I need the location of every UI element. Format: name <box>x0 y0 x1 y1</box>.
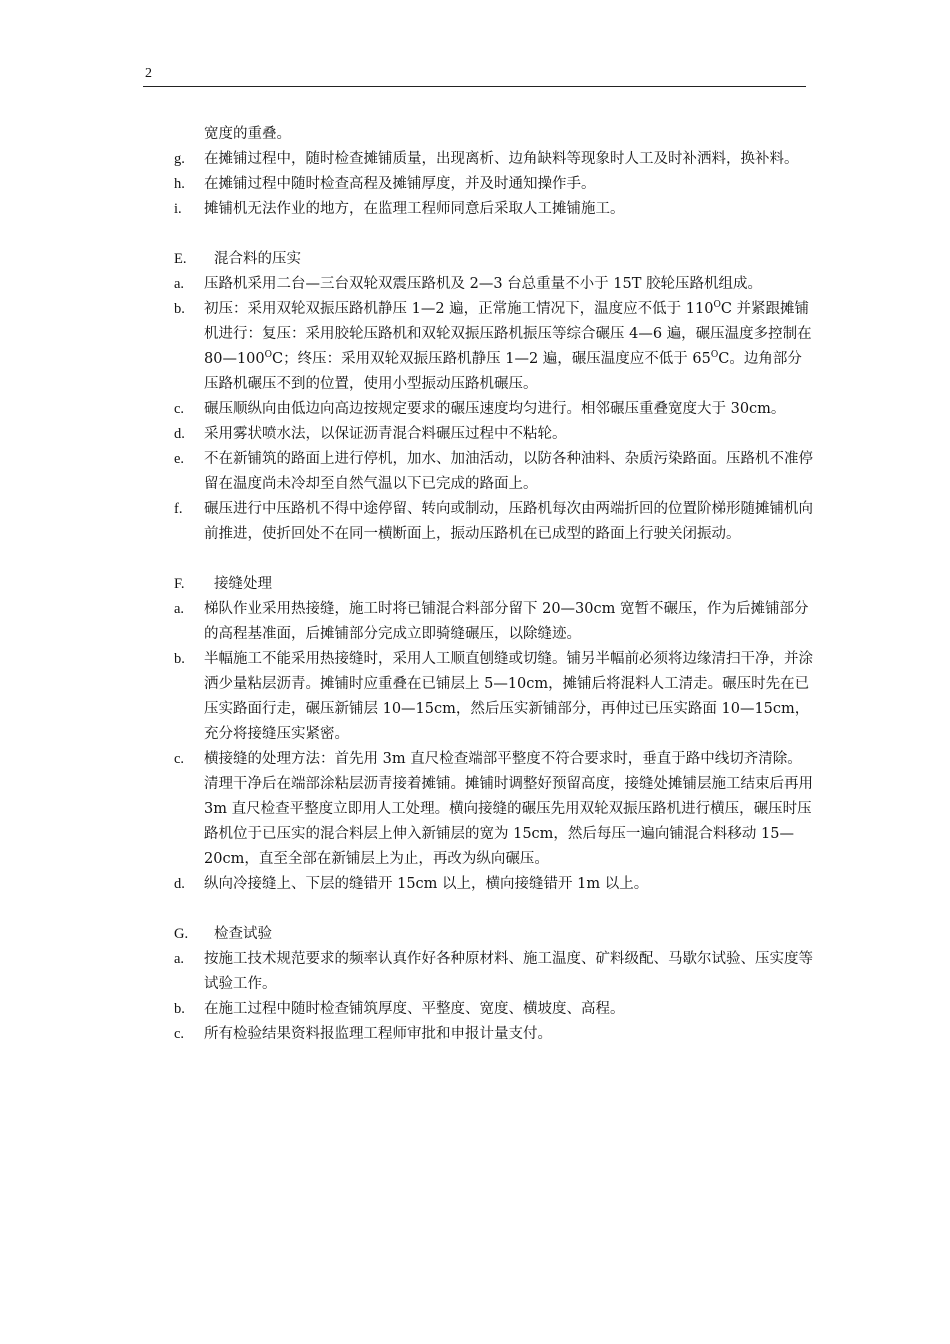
list-item-g-c <box>174 1022 814 1047</box>
list-marker: g. <box>174 151 185 167</box>
list-marker: c. <box>174 1026 185 1042</box>
text-run: C 并紧跟摊铺机进行：复压：采用胶轮压路机和双轮双振压路机振压等综合碾压 4—6 遍，碾压温度多控制在 80—100 <box>204 301 812 367</box>
list-marker: d. <box>174 426 185 442</box>
text-run: 初压：采用双轮双振压路机静压 1—2 遍，正常施工情况下，温度应不低于 110 <box>204 301 714 317</box>
list-item-text: 横接缝的处理方法：首先用 3m 直尺检查端部平整度不符合要求时，垂直于路中线切齐清除。清理干净后在端部涂粘层沥青接着摊铺。摊铺时调整好预留高度，接缝处摊铺层施工结束后再用 3m 直尺检查平整度立即用人工处理。横向接缝的碾压先用双轮双振压路机进行横压，碾压时压路机位于已压实的混合料层上伸入新铺层的宽为 15cm，然后每压一遍向铺混合料移动 15—20cm，直至全部在新铺层上为止，再改为纵向碾压。 <box>204 751 813 867</box>
list-item-text: 在摊铺过程中，随时检查摊铺质量，出现离析、边角缺料等现象时人工及时补洒料，换补料。 <box>204 151 799 167</box>
list-item-g-a <box>174 947 814 997</box>
list-item-text: 半幅施工不能采用热接缝时，采用人工顺直刨缝或切缝。铺另半幅前必须将边缘清扫干净，并涂洒少量粘层沥青。摊铺时应重叠在已铺层上 5—10cm，摊铺后将混料人工清走。碾压时先在已压实路面行走，碾压新铺层 10—15cm，然后压实新铺部分，再伸过已压实路面 10—15cm，充分将接缝压实紧密。 <box>204 651 813 742</box>
list-marker: a. <box>174 951 185 967</box>
list-marker: a. <box>174 601 185 617</box>
list-marker: e. <box>174 451 185 467</box>
section-marker: G. <box>174 926 189 942</box>
list-marker: h. <box>174 176 185 192</box>
section-title: 检查试验 <box>214 926 272 942</box>
list-marker: i. <box>174 201 182 217</box>
list-item-text: 压路机采用二台—三台双轮双震压路机及 2—3 台总重量不小于 15T 胶轮压路机组成。 <box>204 276 763 292</box>
document-body <box>174 122 814 1047</box>
page-number: 2 <box>145 66 152 81</box>
list-marker: b. <box>174 1001 185 1017</box>
superscript: O <box>713 300 721 311</box>
section-heading-g <box>174 922 814 947</box>
list-item-e-b <box>174 297 814 397</box>
superscript: O <box>264 350 273 361</box>
list-item-text: 梯队作业采用热接缝，施工时将已铺混合料部分留下 20—30cm 宽暂不碾压，作为后摊铺部分的高程基准面，后摊铺部分完成立即骑缝碾压，以除缝迹。 <box>204 601 809 642</box>
list-item-h <box>174 172 814 197</box>
list-item-i <box>174 197 814 222</box>
list-item-text: 采用雾状喷水法，以保证沥青混合料碾压过程中不粘轮。 <box>204 426 567 442</box>
list-item-text: 在施工过程中随时检查铺筑厚度、平整度、宽度、横坡度、高程。 <box>204 1001 625 1017</box>
section-marker: F. <box>174 576 185 592</box>
list-item-text: 所有检验结果资料报监理工程师审批和申报计量支付。 <box>204 1026 552 1042</box>
list-item-text: 摊铺机无法作业的地方，在监理工程师同意后采取人工摊铺施工。 <box>204 201 625 217</box>
superscript: O <box>710 350 719 361</box>
list-marker: d. <box>174 876 185 892</box>
list-item-f-c <box>174 747 814 872</box>
list-marker: b. <box>174 651 185 667</box>
list-marker: a. <box>174 276 185 292</box>
list-item-text: 不在新铺筑的路面上进行停机，加水、加油活动，以防各种油料、杂质污染路面。压路机不准停留在温度尚未冷却至自然气温以下已完成的路面上。 <box>204 451 813 492</box>
list-item-f-b <box>174 647 814 747</box>
list-item-e-d <box>174 422 814 447</box>
list-marker: c. <box>174 401 185 417</box>
list-item-g-b <box>174 997 814 1022</box>
section-heading-e <box>174 247 814 272</box>
list-marker: b. <box>174 301 185 317</box>
list-item-e-a <box>174 272 814 297</box>
list-item-e-f <box>174 497 814 547</box>
section-marker: E. <box>174 251 187 267</box>
section-title: 接缝处理 <box>214 576 272 592</box>
list-item-text <box>204 301 812 392</box>
list-item-text: 纵向冷接缝上、下层的缝错开 15cm 以上，横向接缝错开 1m 以上。 <box>204 876 649 892</box>
text-run: C；终压：采用双轮双振压路机静压 1—2 遍，碾压温度应不低于 65 <box>272 351 711 367</box>
list-item-f-d <box>174 872 814 897</box>
header-rule <box>143 86 806 87</box>
list-item-g <box>174 147 814 172</box>
list-item-text: 碾压进行中压路机不得中途停留、转向或制动，压路机每次由两端折回的位置阶梯形随摊铺机向前推进，使折回处不在同一横断面上，振动压路机在已成型的路面上行驶关闭振动。 <box>204 501 813 542</box>
list-item-text: 按施工技术规范要求的频率认真作好各种原材料、施工温度、矿料级配、马歇尔试验、压实度等试验工作。 <box>204 951 813 992</box>
list-item-e-c <box>174 397 814 422</box>
list-item-f-a <box>174 597 814 647</box>
section-title: 混合料的压实 <box>214 251 301 267</box>
list-item-text: 碾压顺纵向由低边向高边按规定要求的碾压速度均匀进行。相邻碾压重叠宽度大于 30cm。 <box>204 401 786 417</box>
list-marker: f. <box>174 501 183 517</box>
continuation-text: 宽度的重叠。 <box>204 126 291 142</box>
section-heading-f <box>174 572 814 597</box>
text-run: C。边角部分压路机碾压不到的位置，使用小型振动压路机碾压。 <box>204 351 802 392</box>
list-marker: c. <box>174 751 185 767</box>
list-item-text: 在摊铺过程中随时检查高程及摊铺厚度，并及时通知操作手。 <box>204 176 596 192</box>
list-item-e-e <box>174 447 814 497</box>
